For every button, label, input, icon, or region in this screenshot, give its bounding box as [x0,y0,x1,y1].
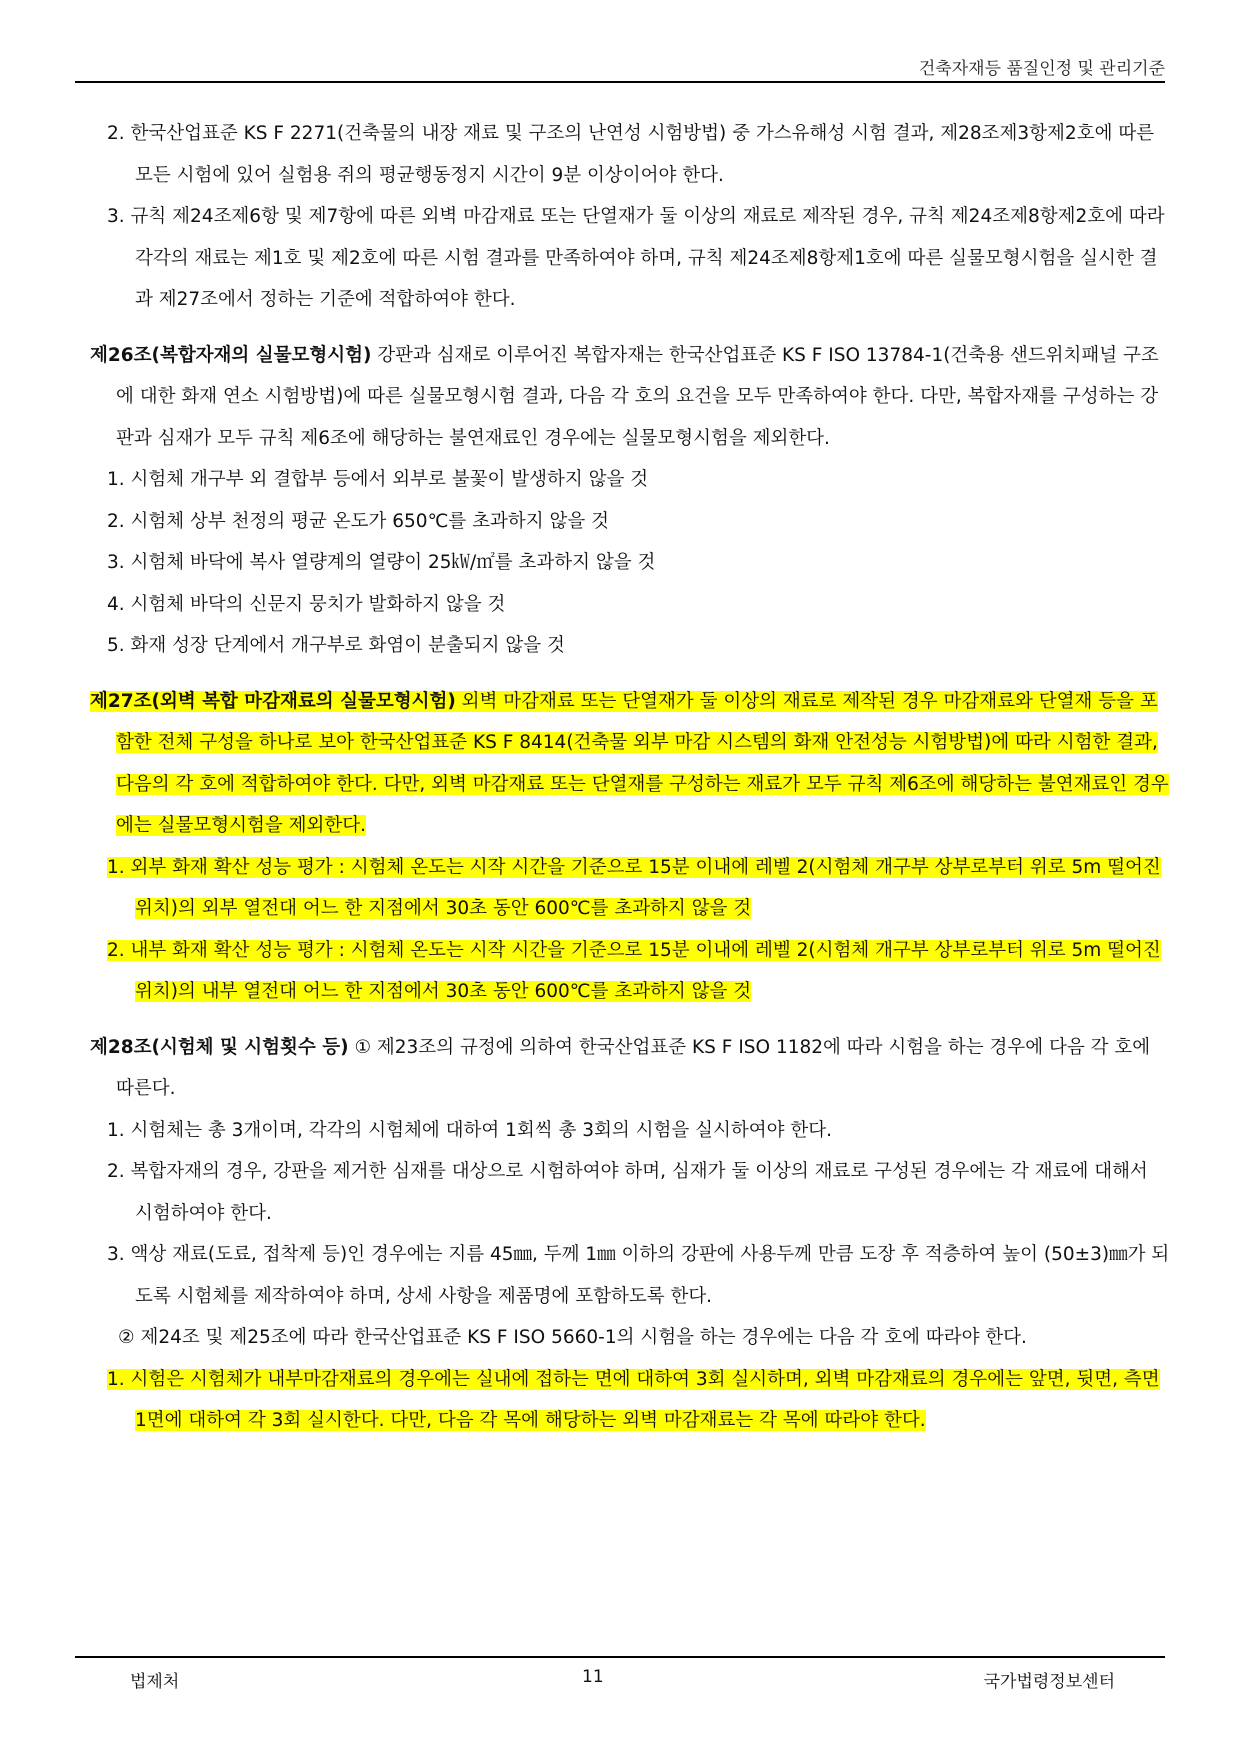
art26-item-5: 5. 화재 성장 단계에서 개구부로 화염이 분출되지 않을 것 [107,635,565,656]
article-27-title: 제27조(외벽 복합 마감재료의 실물모형시험) [90,690,456,712]
art25-item-3: 3. 규칙 제24조제6항 및 제7항에 따른 외벽 마감재료 또는 단열재가 둘 이상의 재료로 제작된 경우, 규칙 제24조제8항제2호에 따라 각각의 재료는 제1호 및 제2호에 따른 시험 결과를 만족하여야 하며, 규칙 제24조제8항제1호에 따른 실물모형시험을 실시한 결과 제27조에서 정하는 기준에 적합하여야 한다. [107,206,1165,310]
footer-publisher: 법제처 [130,1672,180,1692]
art27-item-1: 1. 외부 화재 확산 성능 평가 : 시험체 온도는 시작 시간을 기준으로 15분 이내에 레벨 2(시험체 개구부 상부로부터 위로 5m 떨어진 위치)의 외부 열전대 어느 한 지점에서 30초 동안 600℃를 초과하지 않을 것 [107,856,1161,919]
article-26 [90,335,1170,460]
art28-para2-item-1: 1. 시험은 시험체가 내부마감재료의 경우에는 실내에 접하는 면에 대하여 3회 실시하며, 외벽 마감재료의 경우에는 앞면, 뒷면, 측면 1면에 대하여 각 3회 실시한다. 다만, 다음 각 목에 해당하는 외벽 마감재료는 각 목에 따라야 한다. [107,1368,1160,1431]
page-number: 11 [582,1667,604,1687]
art28-para-2: ② 제24조 및 제25조에 따라 한국산업표준 KS F ISO 5660-1의 시험을 하는 경우에는 다음 각 호에 따라야 한다. [118,1327,1027,1348]
art26-item-4: 4. 시험체 바닥의 신문지 뭉치가 발화하지 않을 것 [107,593,506,615]
art28-item-2: 2. 복합자재의 경우, 강판을 제거한 심재를 대상으로 시험하여야 하며, 심재가 둘 이상의 재료로 구성된 경우에는 각 재료에 대해서 시험하여야 한다. [107,1161,1148,1224]
art28-item-3: 3. 액상 재료(도료, 접착제 등)인 경우에는 지름 45㎜, 두께 1㎜ 이하의 강판에 사용두께 만큼 도장 후 적층하여 높이 (50±3)㎜가 되도록 시험체를 제작하여야 하며, 상세 사항을 제품명에 포함하도록 한다. [107,1244,1170,1307]
article-28-title: 제28조(시험체 및 시험횟수 등) [90,1036,349,1058]
page-header-title: 건축자재등 품질인정 및 관리기준 [918,59,1165,79]
art28-item-1: 1. 시험체는 총 3개이며, 각각의 시험체에 대하여 1회씩 총 3회의 시험을 실시하여야 한다. [107,1119,833,1141]
footer-rule [75,1656,1165,1658]
article-28-body: ① 제23조의 규정에 의하여 한국산업표준 KS F ISO 1182에 따라 시험을 하는 경우에 다음 각 호에 따른다. [116,1036,1151,1099]
header-rule [75,81,1165,83]
art26-item-3: 3. 시험체 바닥에 복사 열량계의 열량이 25㎾/㎡를 초과하지 않을 것 [107,552,656,573]
article-27 [90,681,1170,847]
art25-item-2: 2. 한국산업표준 KS F 2271(건축물의 내장 재료 및 구조의 난연성 시험방법) 중 가스유해성 시험 결과, 제28조제3항제2호에 따른 모든 시험에 있어 실험용 쥐의 평균행동정지 시간이 9분 이상이어야 한다. [107,123,1155,186]
article-28 [90,1027,1170,1110]
document-body [90,113,1170,1442]
art27-item-2: 2. 내부 화재 확산 성능 평가 : 시험체 온도는 시작 시간을 기준으로 15분 이내에 레벨 2(시험체 개구부 상부로부터 위로 5m 떨어진 위치)의 내부 열전대 어느 한 지점에서 30초 동안 600℃를 초과하지 않을 것 [107,939,1161,1002]
footer-source: 국가법령정보센터 [983,1672,1115,1692]
article-26-body: 강판과 심재로 이루어진 복합자재는 한국산업표준 KS F ISO 13784-1(건축용 샌드위치패널 구조에 대한 화재 연소 시험방법)에 따른 실물모형시험 결과, 다음 각 호의 요건을 모두 만족하여야 한다. 다만, 복합자재를 구성하는 강판과 심재가 모두 규칙 제6조에 해당하는 불연재료인 경우에는 실물모형시험을 제외한다. [116,344,1159,449]
art26-item-1: 1. 시험체 개구부 외 결합부 등에서 외부로 불꽃이 발생하지 않을 것 [107,469,649,490]
art26-item-2: 2. 시험체 상부 천정의 평균 온도가 650℃를 초과하지 않을 것 [107,510,609,532]
article-26-title: 제26조(복합자재의 실물모형시험) [90,344,372,366]
article-27-body: 외벽 마감재료 또는 단열재가 둘 이상의 재료로 제작된 경우 마감재료와 단열재 등을 포함한 전체 구성을 하나로 보아 한국산업표준 KS F 8414(건축물 외부 마감 시스템의 화재 안전성능 시험방법)에 따라 시험한 결과, 다음의 각 호에 적합하여야 한다. 다만, 외벽 마감재료 또는 단열재를 구성하는 재료가 모두 규칙 제6조에 해당하는 불연재료인 경우에는 실물모형시험을 제외한다. [116,690,1169,836]
